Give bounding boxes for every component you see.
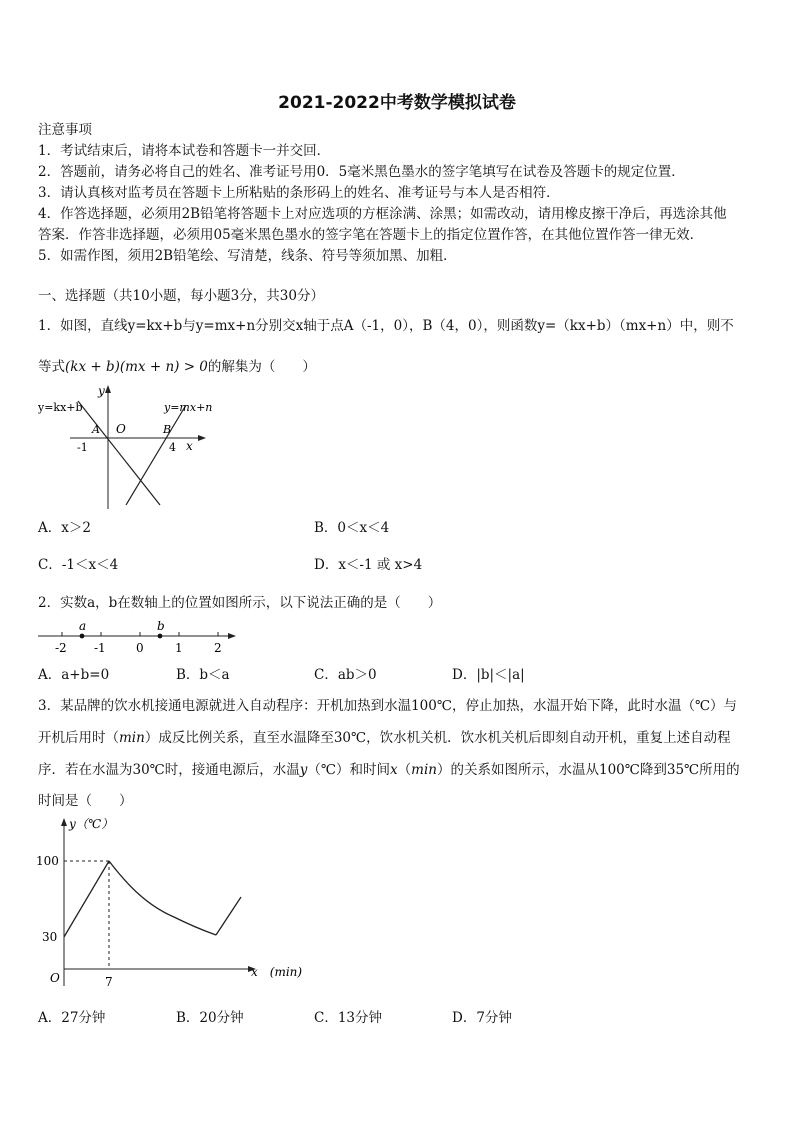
q3-tick-30: 30	[42, 930, 58, 944]
q1-tick-pos: 4	[169, 441, 176, 454]
q3-text: 开机后用时（	[38, 730, 119, 746]
q3-var-x: x	[390, 762, 398, 778]
q1-label-mx-n: y=mx+n	[164, 401, 213, 414]
question-1-text-cont	[38, 357, 316, 377]
q3-x-label: x (min)	[251, 965, 303, 979]
q2-tick-label: -2	[55, 641, 67, 655]
section-heading: 一、选择题（共10小题，每小题3分，共30分）	[38, 288, 324, 304]
q1-x-arrow	[198, 435, 206, 441]
q3-unit-min: min	[119, 730, 145, 746]
q2-label-a: a	[79, 619, 87, 633]
q2-tick-label: 0	[136, 641, 144, 655]
q1-label-kx-b: y=kx+b	[38, 401, 83, 414]
question-3-text-cont: 时间是（ ）	[38, 793, 133, 809]
notice-heading: 注意事项	[38, 122, 92, 138]
q1-option-b[interactable]: B．0＜x＜4	[314, 520, 390, 536]
q3-var-y: y	[299, 762, 308, 778]
q2-tick-label: -1	[94, 641, 106, 655]
q3-tick-7: 7	[105, 975, 113, 989]
q1-x-label: x	[186, 439, 193, 453]
q2-tick-label: 1	[175, 641, 183, 655]
q3-origin: O	[50, 971, 60, 985]
q2-label-b: b	[157, 619, 165, 633]
notice-item: 答案．作答非选择题，必须用05毫米黑色墨水的签字笔在答题卡上的指定位置作答，在其他位置作答一律无效．	[38, 227, 704, 243]
q2-option-b[interactable]: B．b＜a	[176, 667, 230, 683]
q1-text-pre: 等式	[38, 359, 65, 375]
question-1-text: 1．如图，直线y=kx+b与y=mx+n分别交x轴于点A（-1，0），B（4，0），则函数y=（kx+b）（mx+n）中，则不	[38, 318, 734, 334]
q3-y-arrow	[61, 818, 67, 826]
q1-inequality: (kx + b)(mx + n) > 0	[65, 359, 208, 375]
q3-text: ）的关系如图所示，水温从100℃降到35℃所用的	[436, 762, 740, 778]
q1-figure	[36, 383, 216, 513]
q2-arrow	[228, 633, 236, 639]
q1-option-a[interactable]: A．x＞2	[38, 520, 91, 536]
q2-option-a[interactable]: A．a+b=0	[38, 667, 110, 683]
q1-tick-neg: -1	[77, 441, 88, 454]
q3-option-a[interactable]: A．27分钟	[38, 1010, 106, 1026]
q1-option-c[interactable]: C．-1＜x＜4	[38, 557, 119, 573]
notice-item: 5．如需作图，须用2B铅笔绘、写清楚，线条、符号等须加黑、加粗．	[38, 248, 457, 264]
q3-text: （	[397, 762, 412, 778]
q3-option-c[interactable]: C．13分钟	[314, 1010, 383, 1026]
q2-option-d[interactable]: D．|b|＜|a|	[452, 667, 525, 683]
q1-text-post: 的解集为（ ）	[207, 359, 316, 375]
q3-option-d[interactable]: D．7分钟	[452, 1010, 512, 1026]
q2-number-line	[36, 618, 241, 656]
q3-text: 序．若在水温为30℃时，接通电源后，水温	[38, 762, 300, 778]
page-title: 2021-2022中考数学模拟试卷	[278, 93, 516, 113]
q3-graph	[36, 814, 304, 1000]
q3-option-b[interactable]: B．20分钟	[176, 1010, 244, 1026]
q1-line-kx-b	[78, 401, 160, 505]
q1-y-label: y	[98, 384, 105, 398]
q3-heating-segment	[64, 861, 109, 937]
question-3-text-cont	[38, 760, 740, 780]
q3-text: ）成反比例关系，直至水温降至30℃，饮水机关机．饮水机关机后即刻自动开机，重复上述自动程	[144, 730, 731, 746]
notice-item: 2．答题前，请务必将自己的姓名、准考证号用0．5毫米黑色墨水的签字笔填写在试卷及答题卡的规定位置．	[38, 164, 685, 180]
question-3-text: 3．某品牌的饮水机接通电源就进入自动程序：开机加热到水温100℃，停止加热，水温开始下降，此时水温（℃）与	[38, 698, 738, 714]
q3-unit-min: min	[411, 762, 437, 778]
notice-item: 4．作答选择题，必须用2B铅笔将答题卡上对应选项的方框涂满、涂黑；如需改动，请用橡皮擦干净后，再选涂其他	[38, 206, 727, 222]
q2-point-a	[80, 634, 85, 639]
question-2-text: 2．实数a，b在数轴上的位置如图所示，以下说法正确的是（ ）	[38, 595, 442, 611]
q3-reheating-segment	[216, 897, 241, 935]
q2-tick-label: 2	[214, 641, 222, 655]
q1-y-arrow	[105, 385, 111, 393]
q1-origin: O	[116, 422, 126, 436]
notice-item: 3．请认真核对监考员在答题卡上所粘贴的条形码上的姓名、准考证号与本人是否相符．	[38, 185, 560, 201]
q2-point-b	[158, 634, 163, 639]
q3-tick-100: 100	[36, 854, 59, 868]
q1-option-d[interactable]: D．x＜-1 或 x>4	[314, 557, 423, 573]
q1-line-mx-n	[126, 405, 186, 505]
q3-y-label: y（℃）	[69, 817, 114, 831]
q1-point-b: B	[163, 423, 172, 436]
q3-text: （℃）和时间	[307, 762, 391, 778]
question-3-text-cont	[38, 728, 731, 748]
notice-item: 1．考试结束后，请将本试卷和答题卡一并交回．	[38, 143, 331, 159]
q1-point-a: A	[92, 423, 100, 436]
q3-cooling-curve	[109, 861, 216, 935]
q2-option-c[interactable]: C．ab＞0	[314, 667, 377, 683]
